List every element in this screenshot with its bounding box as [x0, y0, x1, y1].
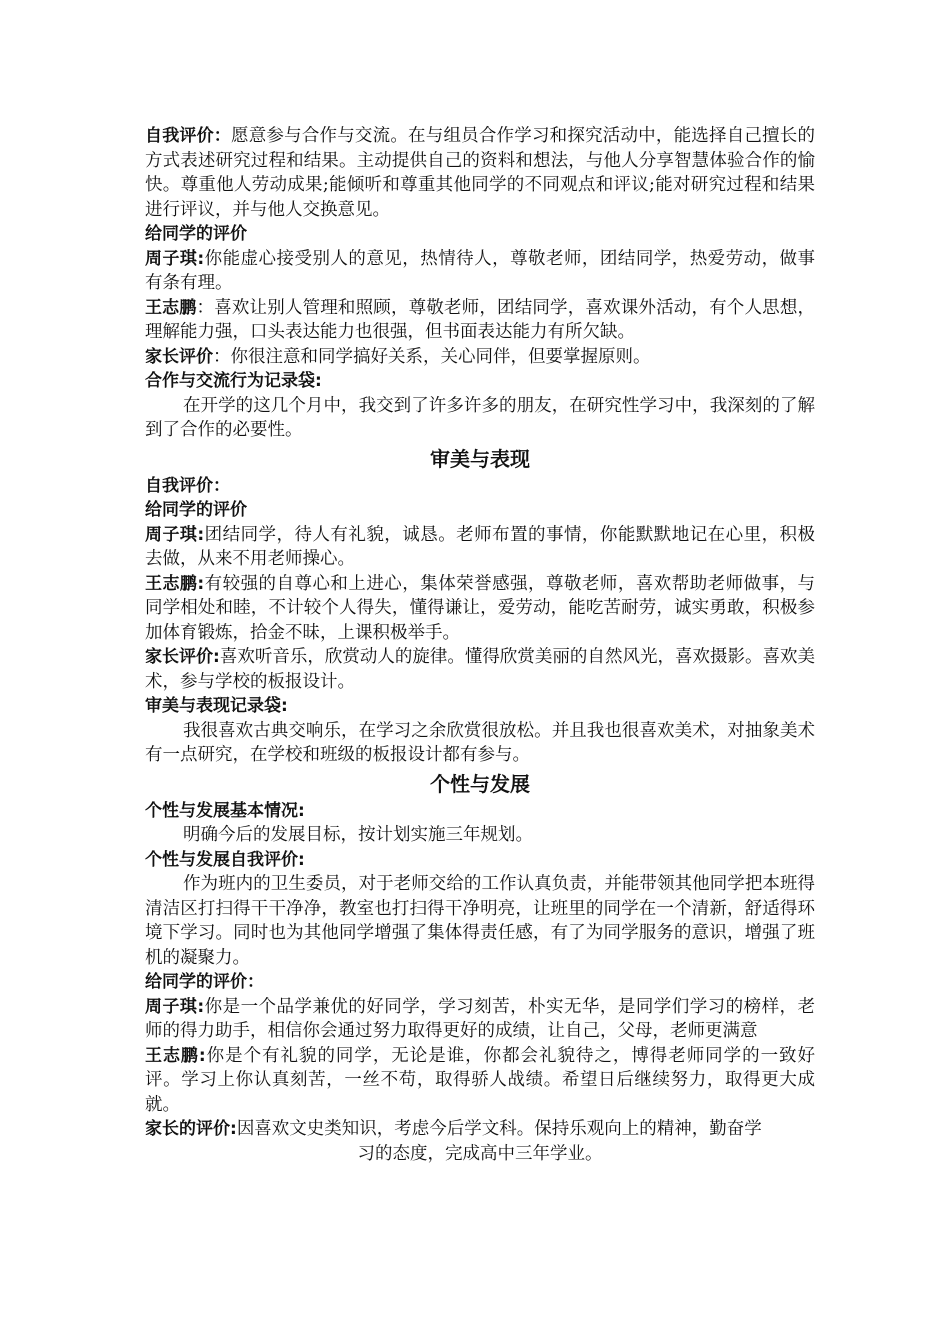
parent-eval-text-line1: 因喜欢文史类知识，考虑今后学文科。保持乐观向上的精神，勤奋学	[236, 1119, 762, 1139]
section-title-aesthetics: 审美与表现	[430, 446, 530, 471]
parent-eval-text: 喜欢听音乐，欣赏动人的旋律。懂得欣赏美丽的自然风光，喜欢摄影。喜欢美术，参与学校的板报设计。	[145, 647, 815, 692]
peer-eval-zhou-text: 团结同学，待人有礼貌，诚恳。老师布置的事情，你能默默地记在心里，积极去做，从来不用老师操心。	[145, 524, 815, 569]
self-eval-text: 作为班内的卫生委员，对于老师交给的工作认真负责，并能带领其他同学把本班得清洁区打扫得干干净净，教室也打扫得干净明亮，让班里的同学在一个清新，舒适得环境下学习。同时也为其他同学增强了集体得责任感，有了为同学服务的意识，增强了班机的凝聚力。	[145, 874, 815, 968]
peer-eval-wang	[145, 1044, 815, 1118]
record-text: 在开学的这几个月中，我交到了许多许多的朋友，在研究性学习中，我深刻的了解到了合作的必要性。	[145, 395, 815, 440]
peer-name-wang: 王志鹏:	[145, 1045, 206, 1066]
record-heading: 合作与交流行为记录袋:	[145, 371, 322, 391]
record-heading: 审美与表现记录袋:	[145, 696, 288, 716]
basic-info-text: 明确今后的发展目标，按计划实施三年规划。	[183, 825, 533, 845]
peer-eval-wang-text: 有较强的自尊心和上进心，集体荣誉感强，尊敬老师，喜欢帮助老师做事，与同学相处和睦，不计较个人得失，懂得谦让，爱劳动，能吃苦耐劳，诚实勇敢，积极参加体育锻炼，拾金不昧，上课积极举手。	[145, 573, 815, 643]
peer-eval-zhou-text: 你是一个品学兼优的好同学，学习刻苦，朴实无华，是同学们学习的榜样，老师的得力助手，相信你会通过努力取得更好的成绩，让自己，父母，老师更满意	[145, 996, 815, 1041]
basic-info-heading: 个性与发展基本情况:	[145, 800, 305, 821]
peer-eval-wang-text: 你是个有礼貌的同学，无论是谁，你都会礼貌待之，博得老师同学的一致好评。学习上你认真刻苦，一丝不苟，取得骄人战绩。希望日后继续努力，取得更大成就。	[145, 1045, 815, 1115]
peer-eval-wang-text: ：喜欢让别人管理和照顾，尊敬老师，团结同学，喜欢课外活动，有个人思想，理解能力强，口头表达能力也很强，但书面表达能力有所欠缺。	[145, 297, 816, 342]
self-eval-heading: 个性与发展自我评价:	[145, 849, 305, 870]
self-eval-paragraph	[145, 124, 815, 222]
peer-eval-wang	[145, 296, 815, 345]
parent-eval-label: 家长的评价:	[145, 1119, 237, 1139]
parent-eval	[145, 345, 815, 370]
peer-eval-zhou-text: 你能虚心接受别人的意见，热情待人，尊敬老师，团结同学，热爱劳动，做事有条有理。	[145, 248, 815, 293]
peer-eval-zhou	[145, 523, 815, 572]
parent-eval	[145, 1117, 815, 1166]
peer-name-zhou: 周子琪:	[145, 524, 205, 545]
peer-name-zhou: 周子琪:	[145, 996, 205, 1017]
self-eval-text: 愿意参与合作与交流。在与组员合作学习和探究活动中，能选择自己擅长的方式表述研究过程和结果。主动提供自己的资料和想法，与他人分享智慧体验合作的愉快。尊重他人劳动成果;能倾听和尊重其他同学的不同观点和评议;能对研究过程和结果进行评议，并与他人交换意见。	[145, 126, 815, 220]
peer-eval-heading: 给同学的评价	[145, 224, 247, 244]
parent-eval-label: 家长评价	[145, 346, 213, 367]
parent-eval	[145, 645, 815, 694]
parent-eval-text-line2: 习的态度，完成高中三年学业。	[357, 1143, 603, 1164]
peer-eval-zhou	[145, 995, 815, 1044]
section-title-personality: 个性与发展	[430, 771, 530, 796]
peer-name-wang: 王志鹏	[145, 297, 197, 318]
peer-eval-zhou	[145, 247, 815, 296]
peer-eval-heading: 给同学的评价	[145, 500, 247, 520]
parent-eval-label: 家长评价:	[145, 647, 220, 667]
peer-name-zhou: 周子琪:	[145, 248, 205, 269]
peer-eval-heading: 给同学的评价：	[145, 972, 264, 992]
peer-name-wang: 王志鹏:	[145, 573, 205, 594]
peer-eval-wang	[145, 572, 815, 646]
parent-eval-text: ：你很注意和同学搞好关系，关心同伴，但要掌握原则。	[213, 346, 651, 367]
record-text: 我很喜欢古典交响乐，在学习之余欣赏很放松。并且我也很喜欢美术，对抽象美术有一点研究，在学校和班级的板报设计都有参与。	[145, 720, 815, 765]
self-eval-label: 自我评价：	[145, 126, 232, 146]
document-page	[145, 124, 815, 1166]
self-eval-label: 自我评价：	[145, 475, 230, 496]
